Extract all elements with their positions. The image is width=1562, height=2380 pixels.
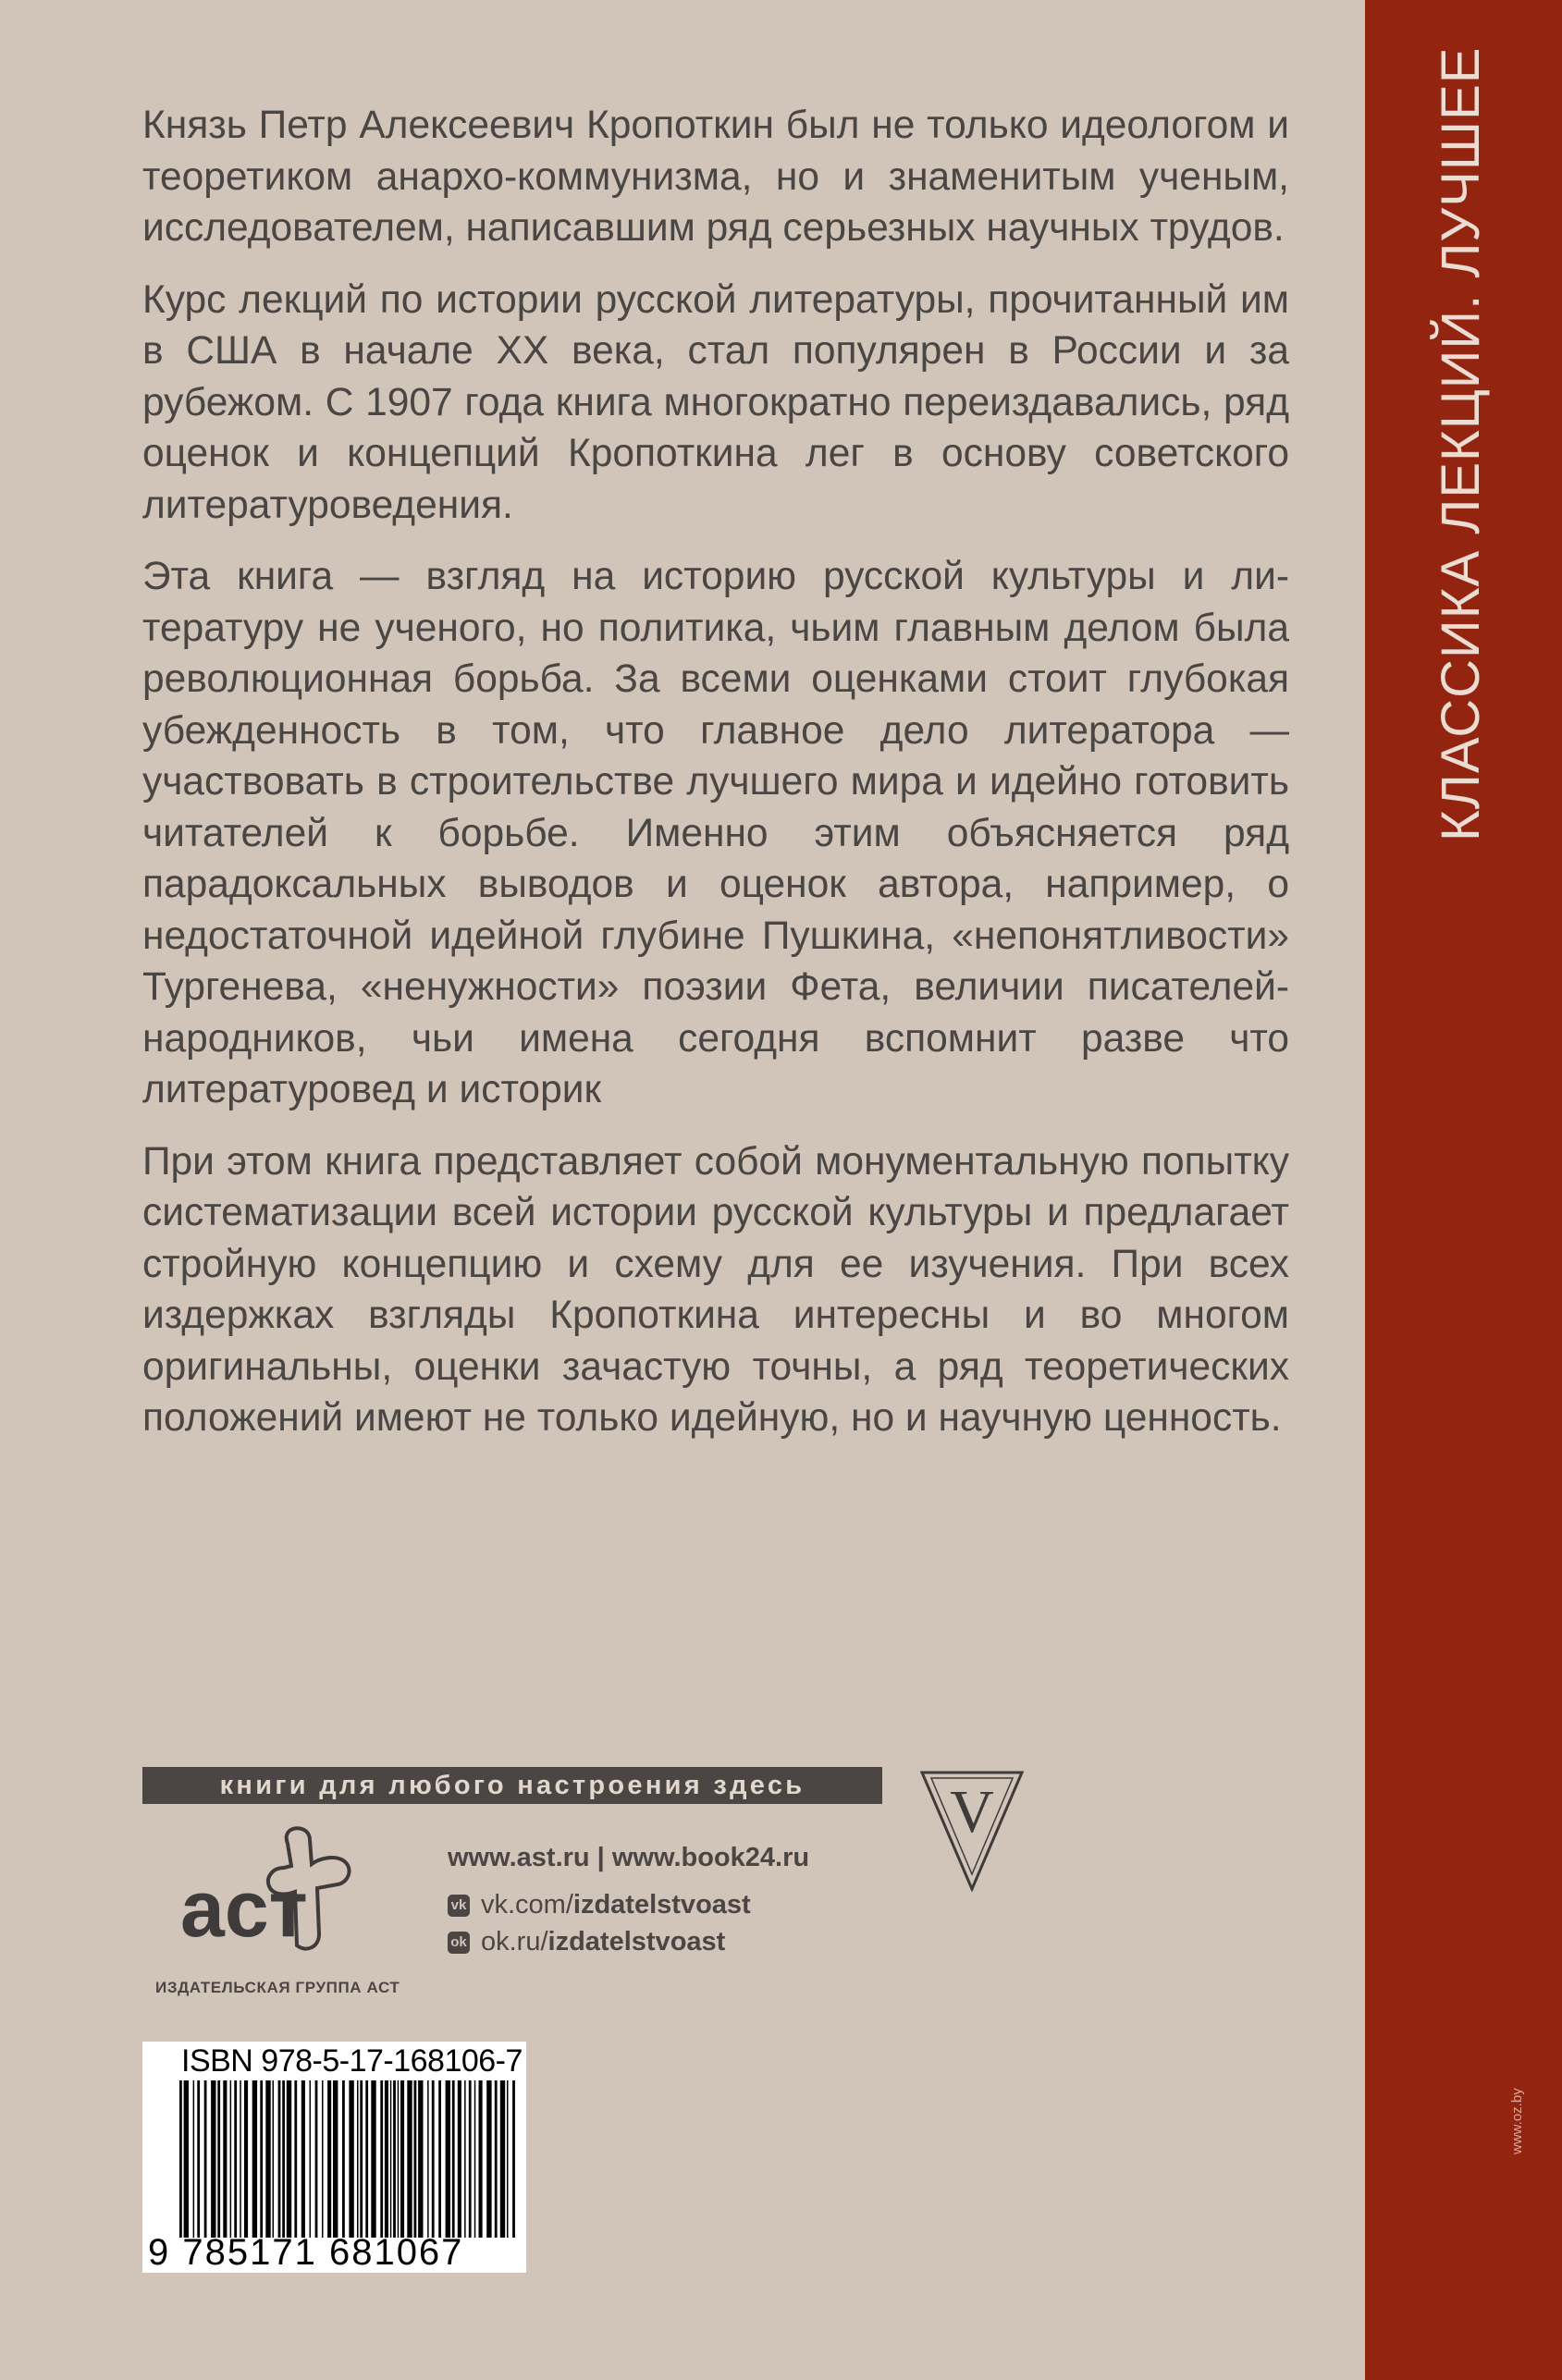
barcode-bar [282, 2080, 285, 2238]
barcode-bars [179, 2080, 517, 2238]
barcode-bar [230, 2080, 232, 2238]
barcode-bar [179, 2080, 182, 2238]
barcode-bar [310, 2080, 312, 2238]
barcode-bar [349, 2080, 353, 2238]
barcode-bar [432, 2080, 435, 2238]
vk-link[interactable] [448, 1890, 751, 1920]
barcode-bar [407, 2080, 412, 2238]
barcode-bar [500, 2080, 505, 2238]
v-logo [920, 1769, 1024, 1892]
barcode-bar [193, 2080, 195, 2238]
barcode-digits: 9 785171 681067 [148, 2232, 464, 2273]
isbn-label: ISBN 978-5-17-168106-7 [181, 2043, 523, 2079]
barcode-bar [357, 2080, 359, 2238]
description-paragraph-1: Князь Петр Алексеевич Кропоткин был не только идеологом и теоретиком анархо-коммунизма, но и знаменитым ученым, исследователем, написавшим ряд серьезных научных трудов. [142, 104, 1289, 250]
barcode-bar [507, 2080, 509, 2238]
barcode-bar [333, 2080, 338, 2238]
barcode-bar [512, 2080, 515, 2238]
barcode-bar [322, 2080, 324, 2238]
barcode-bar [438, 2080, 441, 2238]
barcode-bar [418, 2080, 423, 2238]
ok-handle: izdatelstvoast [547, 1927, 726, 1957]
barcode-bar [252, 2080, 257, 2238]
ast-logo-text: аст [180, 1865, 308, 1954]
barcode-bar [260, 2080, 263, 2238]
barcode-bar [464, 2080, 466, 2238]
barcode-bar [301, 2080, 305, 2238]
description-paragraph-3: Эта книга — взгляд на историю русской культуры и литературу не ученого, но политика, чьим главным делом была революционная борьба. За всеми оценками стоит глубокая убежденность в том, что главное дело литератора — участвовать в строительстве лучшего мира и идейно готовить читателей к борьбе. Именно этим объясняется ряд парадоксальных выводов и оценок автора, например, о недостаточной идейной глубине Пушкина, «непонятливости» Тургенева, «ненужности» поэзии Фета, величии писателей-народников, чьи имена сегодня вспомнит разве что литературовед и историк [142, 555, 1289, 1111]
barcode-bar [469, 2080, 472, 2238]
barcode-bar [327, 2080, 331, 2238]
barcode-bar [452, 2080, 455, 2238]
barcode-bar [342, 2080, 345, 2238]
publisher-websites[interactable]: www.ast.ru | www.book24.ru [448, 1843, 810, 1872]
barcode-bar [414, 2080, 417, 2238]
barcode-bar [393, 2080, 396, 2238]
barcode-bar [204, 2080, 207, 2238]
barcode-bar [400, 2080, 404, 2238]
barcode-bar [273, 2080, 275, 2238]
vk-icon: vk [448, 1895, 470, 1917]
barcode-bar [240, 2080, 241, 2238]
barcode-bar [371, 2080, 375, 2238]
barcode-bar [217, 2080, 220, 2238]
barcode-bar [479, 2080, 483, 2238]
barcode-bar [495, 2080, 498, 2238]
ok-link[interactable] [448, 1927, 725, 1957]
barcode-bar [265, 2080, 270, 2238]
barcode-bar [427, 2080, 429, 2238]
series-title: КЛАССИКА ЛЕКЦИЙ. ЛУЧШЕЕ [1431, 46, 1491, 841]
book-description [142, 100, 1289, 1465]
vk-handle: izdatelstvoast [572, 1890, 751, 1920]
publisher-tagline: книги для любого настроения здесь [142, 1767, 882, 1804]
barcode-bar [294, 2080, 297, 2238]
ok-icon: ok [448, 1932, 470, 1954]
barcode-bar [398, 2080, 400, 2238]
webmark: www.oz.by [1509, 2088, 1525, 2154]
barcode-bar [390, 2080, 392, 2238]
vk-prefix: vk.com/ [481, 1890, 573, 1920]
barcode-bar [234, 2080, 237, 2238]
barcode-bar [360, 2080, 363, 2238]
ast-logo [180, 1823, 375, 1962]
barcode-bar [223, 2080, 227, 2238]
barcode-bar [385, 2080, 388, 2238]
barcode-bar [278, 2080, 281, 2238]
description-paragraph-2: Курс лекций по истории русской литературы, прочитанный им в США в начале XX века, стал популярен в России и за рубежом. С 1907 года книга многократно переиздавались, ряд оценок и концепций Кропоткина лег в основу советского литературоведения. [142, 277, 1289, 527]
v-logo-letter: V [950, 1778, 994, 1846]
barcode-bar [211, 2080, 215, 2238]
barcode-bar [474, 2080, 476, 2238]
description-paragraph-4: При этом книга представляет собой монументальную попытку систематизации всей истории русской культуры и предлагает стройную концепцию и схему для ее изучения. При всех издержках взгляды Кропоткина интересны и во многом оригинальны, оценки зачастую точны, а ряд теоретических положений имеют не только идейную, но и научную ценность. [142, 1139, 1289, 1440]
ok-prefix: ok.ru/ [481, 1927, 548, 1957]
barcode-block [142, 2042, 526, 2273]
barcode-bar [446, 2080, 450, 2238]
barcode-bar [486, 2080, 491, 2238]
barcode-bar [287, 2080, 291, 2238]
barcode-bar [458, 2080, 461, 2238]
barcode-bar [380, 2080, 383, 2238]
publisher-name: ИЗДАТЕЛЬСКАЯ ГРУППА АСТ [155, 1979, 400, 1996]
barcode-bar [244, 2080, 248, 2238]
barcode-bar [184, 2080, 189, 2238]
barcode-bar [197, 2080, 200, 2238]
barcode-bar [365, 2080, 368, 2238]
barcode-bar [315, 2080, 318, 2238]
